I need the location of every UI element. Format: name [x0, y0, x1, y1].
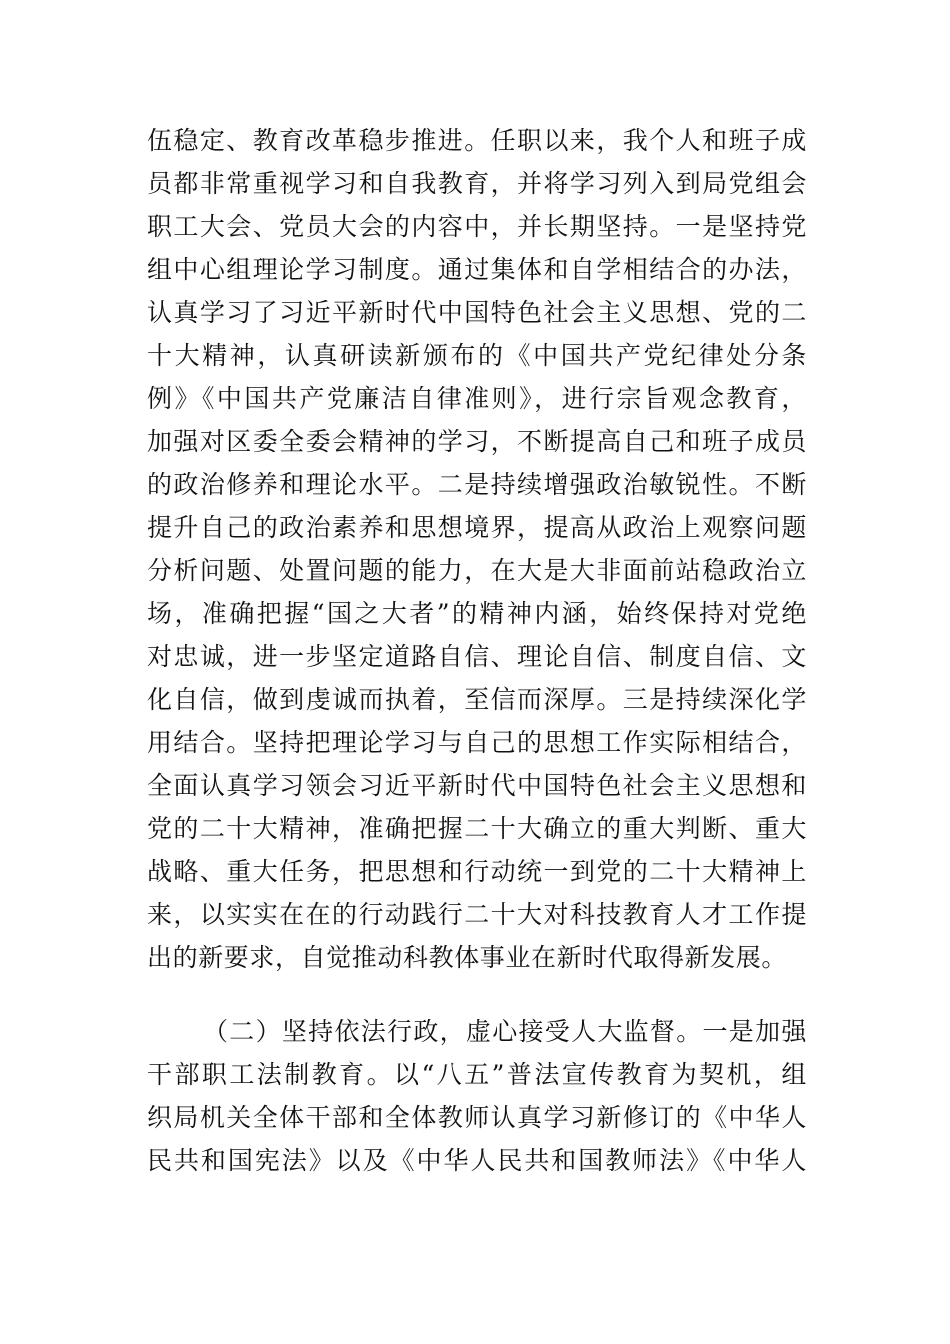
text-line: 全面认真学习领会习近平新时代中国特色社会主义思想和	[147, 771, 807, 800]
text-line: 分析问题、处置问题的能力，在大是大非面前站稳政治立	[147, 556, 807, 585]
text-line: 党的二十大精神，准确把握二十大确立的重大判断、重大	[147, 814, 807, 843]
text-line: 场，准确把握“国之大者”的精神内涵，始终保持对党绝	[147, 599, 807, 628]
text-line: 例》《中国共产党廉洁自律准则》，进行宗旨观念教育，	[147, 384, 807, 413]
text-line: 组中心组理论学习制度。通过集体和自学相结合的办法，	[147, 255, 807, 284]
text-line: 员都非常重视学习和自我教育，并将学习列入到局党组会	[147, 169, 807, 198]
text-line: 十大精神，认真研读新颁布的《中国共产党纪律处分条	[147, 341, 807, 370]
text-line: 提升自己的政治素养和思想境界，提高从政治上观察问题	[147, 513, 807, 542]
body-paragraph-2	[147, 1010, 807, 1182]
text-line: 化自信，做到虔诚而执着，至信而深厚。三是持续深化学	[147, 685, 807, 714]
text-line-last: 出的新要求，自觉推动科教体事业在新时代取得新发展。	[147, 943, 788, 972]
text-line: 战略、重大任务，把思想和行动统一到党的二十大精神上	[147, 857, 807, 886]
text-line: 用结合。坚持把理论学习与自己的思想工作实际相结合，	[147, 728, 807, 757]
body-paragraph-1	[147, 119, 807, 979]
text-line: 加强对区委全委会精神的学习，不断提高自己和班子成员	[147, 427, 807, 456]
text-line: 职工大会、党员大会的内容中，并长期坚持。一是坚持党	[147, 212, 807, 241]
text-line: 织局机关全体干部和全体教师认真学习新修订的《中华人	[147, 1103, 807, 1132]
text-line: 的政治修养和理论水平。二是持续增强政治敏锐性。不断	[147, 470, 807, 499]
text-line: 来，以实实在在的行动践行二十大对科技教育人才工作提	[147, 900, 807, 929]
text-line: 干部职工法制教育。以“八五”普法宣传教育为契机，组	[147, 1060, 807, 1089]
text-line: 对忠诚，进一步坚定道路自信、理论自信、制度自信、文	[147, 642, 807, 671]
text-line: 认真学习了习近平新时代中国特色社会主义思想、党的二	[147, 298, 807, 327]
text-line: 伍稳定、教育改革稳步推进。任职以来，我个人和班子成	[147, 126, 807, 155]
text-line-indented: （二）坚持依法行政，虚心接受人大监督。一是加强	[203, 1017, 807, 1046]
text-line: 民共和国宪法》以及《中华人民共和国教师法》《中华人	[147, 1146, 807, 1175]
